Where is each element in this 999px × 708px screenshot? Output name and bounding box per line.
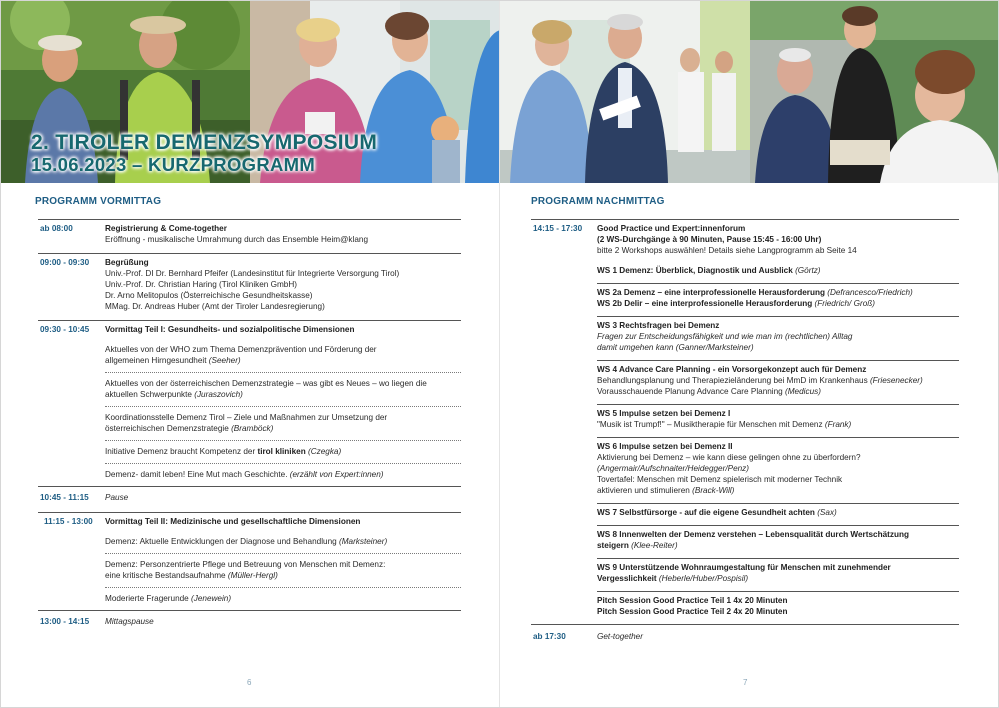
workshop-title: WS 2b Delir – eine interprofessionelle Herausforderung [597,299,813,308]
workshop-item [597,262,959,283]
session-time: 13:00 - 14:15 [40,617,90,626]
workshop-line [597,562,959,573]
workshop-item [597,525,959,558]
speaker-line: Univ.-Prof. DI Dr. Bernhard Pfeifer (Landesinstitut für Integrierte Versorgung Tirol) [105,269,400,278]
talk-speaker: (Bramböck) [231,424,274,433]
speaker-line: Univ.-Prof. Dr. Christian Haring (Tirol Kliniken GmbH) [105,280,297,289]
talk-item [105,463,461,486]
session-welcome [38,253,461,320]
workshop-item [597,558,959,591]
talk-text: aktuellen Schwerpunkte [105,390,192,399]
workshop-text: Vorausschauende Planung Advance Care Planning [597,387,783,396]
workshop-line [597,606,959,617]
workshop-line [597,419,959,430]
workshop-item [597,316,959,360]
workshop-line [597,507,959,518]
talk-text: Demenz: Aktuelle Entwicklungen der Diagnose und Behandlung [105,537,337,546]
workshop-title: WS 3 Rechtsfragen bei Demenz [597,321,720,330]
talk-item [105,527,461,553]
workshop-speaker: (Heberle/Huber/Pospisil) [658,574,749,583]
session-time: ab 17:30 [533,632,566,641]
talk-text: Koordinationsstelle Demenz Tirol – Ziele und Maßnahmen zur Umsetzung der [105,413,388,422]
forum-block [597,223,959,624]
workshop-title: Vergesslichkeit [597,574,657,583]
page-number-right: 7 [743,678,748,687]
talk-text: Aktuelles von der österreichischen Demenzstrategie – was gibt es Neues – wo liegen die [105,379,427,388]
workshop-speaker: (Medicus) [785,387,821,396]
session-time: 14:15 - 17:30 [533,224,583,233]
workshop-title: Pitch Session Good Practice Teil 2 4x 20 Minuten [597,607,788,616]
talk-item [105,335,461,372]
workshop-line [597,573,959,584]
workshop-line [597,474,959,485]
workshop-item [597,503,959,525]
workshop-speaker: (Brack-Will) [692,486,735,495]
talk-item [105,440,461,463]
session-label: Pause [105,493,129,502]
session-title: Vormittag Teil II: Medizinische und gesellschaftliche Dimensionen [105,517,361,526]
session-label: Get-together [597,632,643,641]
workshop-line [597,320,959,331]
session-time: ab 08:00 [40,224,73,233]
workshop-title: steigern [597,541,629,550]
talk-text-bold: tirol kliniken [257,447,306,456]
session-line: Eröffnung - musikalische Umrahmung durch das Ensemble Heim@klang [105,235,368,244]
session-part-one [38,320,461,486]
workshop-line [597,298,959,309]
session-part-two [38,512,461,610]
workshop-title: WS 5 Impulse setzen bei Demenz I [597,409,731,418]
session-title: Registrierung & Come-together [105,224,227,233]
workshop-line [597,408,959,419]
speaker-line: MMag. Dr. Andreas Huber (Amt der Tiroler Landesregierung) [105,302,325,311]
session-time: 09:00 - 09:30 [40,258,90,267]
workshop-line [597,386,959,397]
workshop-text: (Angermair/Aufschnaiter/Heidegger/Penz) [597,464,749,473]
photo-care [750,0,999,183]
workshop-speaker: (Friedrich/ Groß) [814,299,875,308]
workshop-line [597,540,959,551]
workshop-item [597,283,959,316]
session-title: Vormittag Teil I: Gesundheits- und sozialpolitische Dimensionen [105,325,355,334]
workshop-list [597,262,959,624]
workshop-title: WS 8 Innenwelten der Demenz verstehen – Lebensqualität durch Wertschätzung [597,530,909,539]
forum-title: Good Practice und Expert:innenforum [597,224,746,233]
workshop-title: WS 2a Demenz – eine interprofessionelle Herausforderung [597,288,825,297]
talk-speaker: (Müller-Hergl) [227,571,278,580]
talk-speaker: (Seeher) [208,356,241,365]
afternoon-program [531,219,959,642]
session-get-together [531,624,959,642]
talk-item [105,553,461,587]
workshop-text: Fragen zur Entscheidungsfähigkeit und wie man im (rechtlichen) Alltag [597,332,853,341]
speaker-line: Dr. Arno Melitopulos (Österreichische Gesundheitskasse) [105,291,313,300]
workshop-text: Aktivierung bei Demenz – wie kann diese gelingen ohne zu überfordern? [597,453,861,462]
workshop-title: Pitch Session Good Practice Teil 1 4x 20 Minuten [597,596,788,605]
workshop-line [597,595,959,606]
workshop-speaker: (Sax) [817,508,837,517]
talk-text: eine kritische Bestandsaufnahme [105,571,226,580]
workshop-item [597,437,959,503]
talk-text: allgemeinen Hirngesundheit [105,356,207,365]
talk-speaker: (Marksteiner) [338,537,388,546]
forum-subtitle: (2 WS-Durchgänge à 90 Minuten, Pause 15:45 - 16:00 Uhr) [597,235,822,244]
talk-speaker: (erzählt von Expert:innen) [289,470,384,479]
talk-text: Initiative Demenz braucht Kompetenz der [105,447,256,456]
talk-item [105,372,461,406]
workshop-title: WS 1 Demenz: Überblick, Diagnostik und Ausblick [597,266,793,275]
talk-text: Moderierte Fragerunde [105,594,189,603]
forum-note: bitte 2 Workshops auswählen! Details siehe Langprogramm ab Seite 14 [597,246,857,255]
photo-meeting [500,0,750,183]
page-fold [499,0,500,708]
talk-text: österreichischen Demenzstrategie [105,424,229,433]
talk-text: Demenz: Personzentrierte Pflege und Betreuung von Menschen mit Demenz: [105,560,386,569]
workshop-speaker: (Defrancesco/Friedrich) [827,288,913,297]
session-forum [531,219,959,624]
session-registration [38,219,461,253]
workshop-line [597,463,959,474]
session-time: 10:45 - 11:15 [40,493,89,502]
workshop-text: Tovertafel: Menschen mit Demenz spielerisch mit moderner Technik [597,475,843,484]
talk-item [105,587,461,610]
talk-speaker: (Jenewein) [191,594,232,603]
workshop-line [597,287,959,298]
workshop-line [597,265,959,276]
page-number-left: 6 [247,678,252,687]
workshop-line [597,452,959,463]
workshop-line [597,375,959,386]
workshop-line [597,342,959,353]
workshop-title: WS 6 Impulse setzen bei Demenz II [597,442,733,451]
talk-speaker: (Juraszovich) [194,390,243,399]
workshop-line [597,441,959,452]
workshop-title: WS 7 Selbstfürsorge - auf die eigene Gesundheit achten [597,508,815,517]
workshop-title: WS 4 Advance Care Planning - ein Vorsorgekonzept auch für Demenz [597,365,867,374]
talk-text: Demenz- damit leben! Eine Mut mach Geschichte. [105,470,288,479]
event-title: 2. TIROLER DEMENZSYMPOSIUM [31,131,378,154]
talk-speaker: (Czegka) [307,447,342,456]
workshop-speaker: (Friesenecker) [869,376,923,385]
workshop-title: WS 9 Unterstützende Wohnraumgestaltung für Menschen mit zunehmender [597,563,891,572]
workshop-speaker: (Frank) [824,420,852,429]
workshop-text: Behandlungsplanung und Therapiezieländerung bei MmD im Krankenhaus [597,376,868,385]
workshop-line [597,485,959,496]
workshop-line [597,364,959,375]
morning-heading: PROGRAMM VORMITTAG [35,196,162,207]
workshop-line [597,331,959,342]
workshop-item [597,404,959,437]
workshop-item [597,360,959,404]
morning-program [38,219,461,627]
workshop-text: damit umgehen kann (Ganner/Marksteiner) [597,343,754,352]
event-date-subtitle: 15.06.2023 – KURZPROGRAMM [31,154,316,175]
workshop-speaker: (Görtz) [795,266,821,275]
session-title: Begrüßung [105,258,149,267]
session-label: Mittagspause [105,617,154,626]
session-break [38,486,461,512]
workshop-text: aktivieren und stimulieren [597,486,690,495]
workshop-speaker: (Klee-Reiter) [631,541,678,550]
title-block [31,131,377,175]
talk-item [105,406,461,440]
workshop-item [597,591,959,624]
workshop-line [597,529,959,540]
session-time: 09:30 - 10:45 [40,325,90,334]
workshop-text: "Musik ist Trumpf!" – Musiktherapie für Menschen mit Demenz [597,420,823,429]
session-time: 11:15 - 13:00 [44,517,93,526]
session-lunch [38,610,461,627]
talk-text: Aktuelles von der WHO zum Thema Demenzprävention und Förderung der [105,345,377,354]
afternoon-heading: PROGRAMM NACHMITTAG [531,196,665,207]
